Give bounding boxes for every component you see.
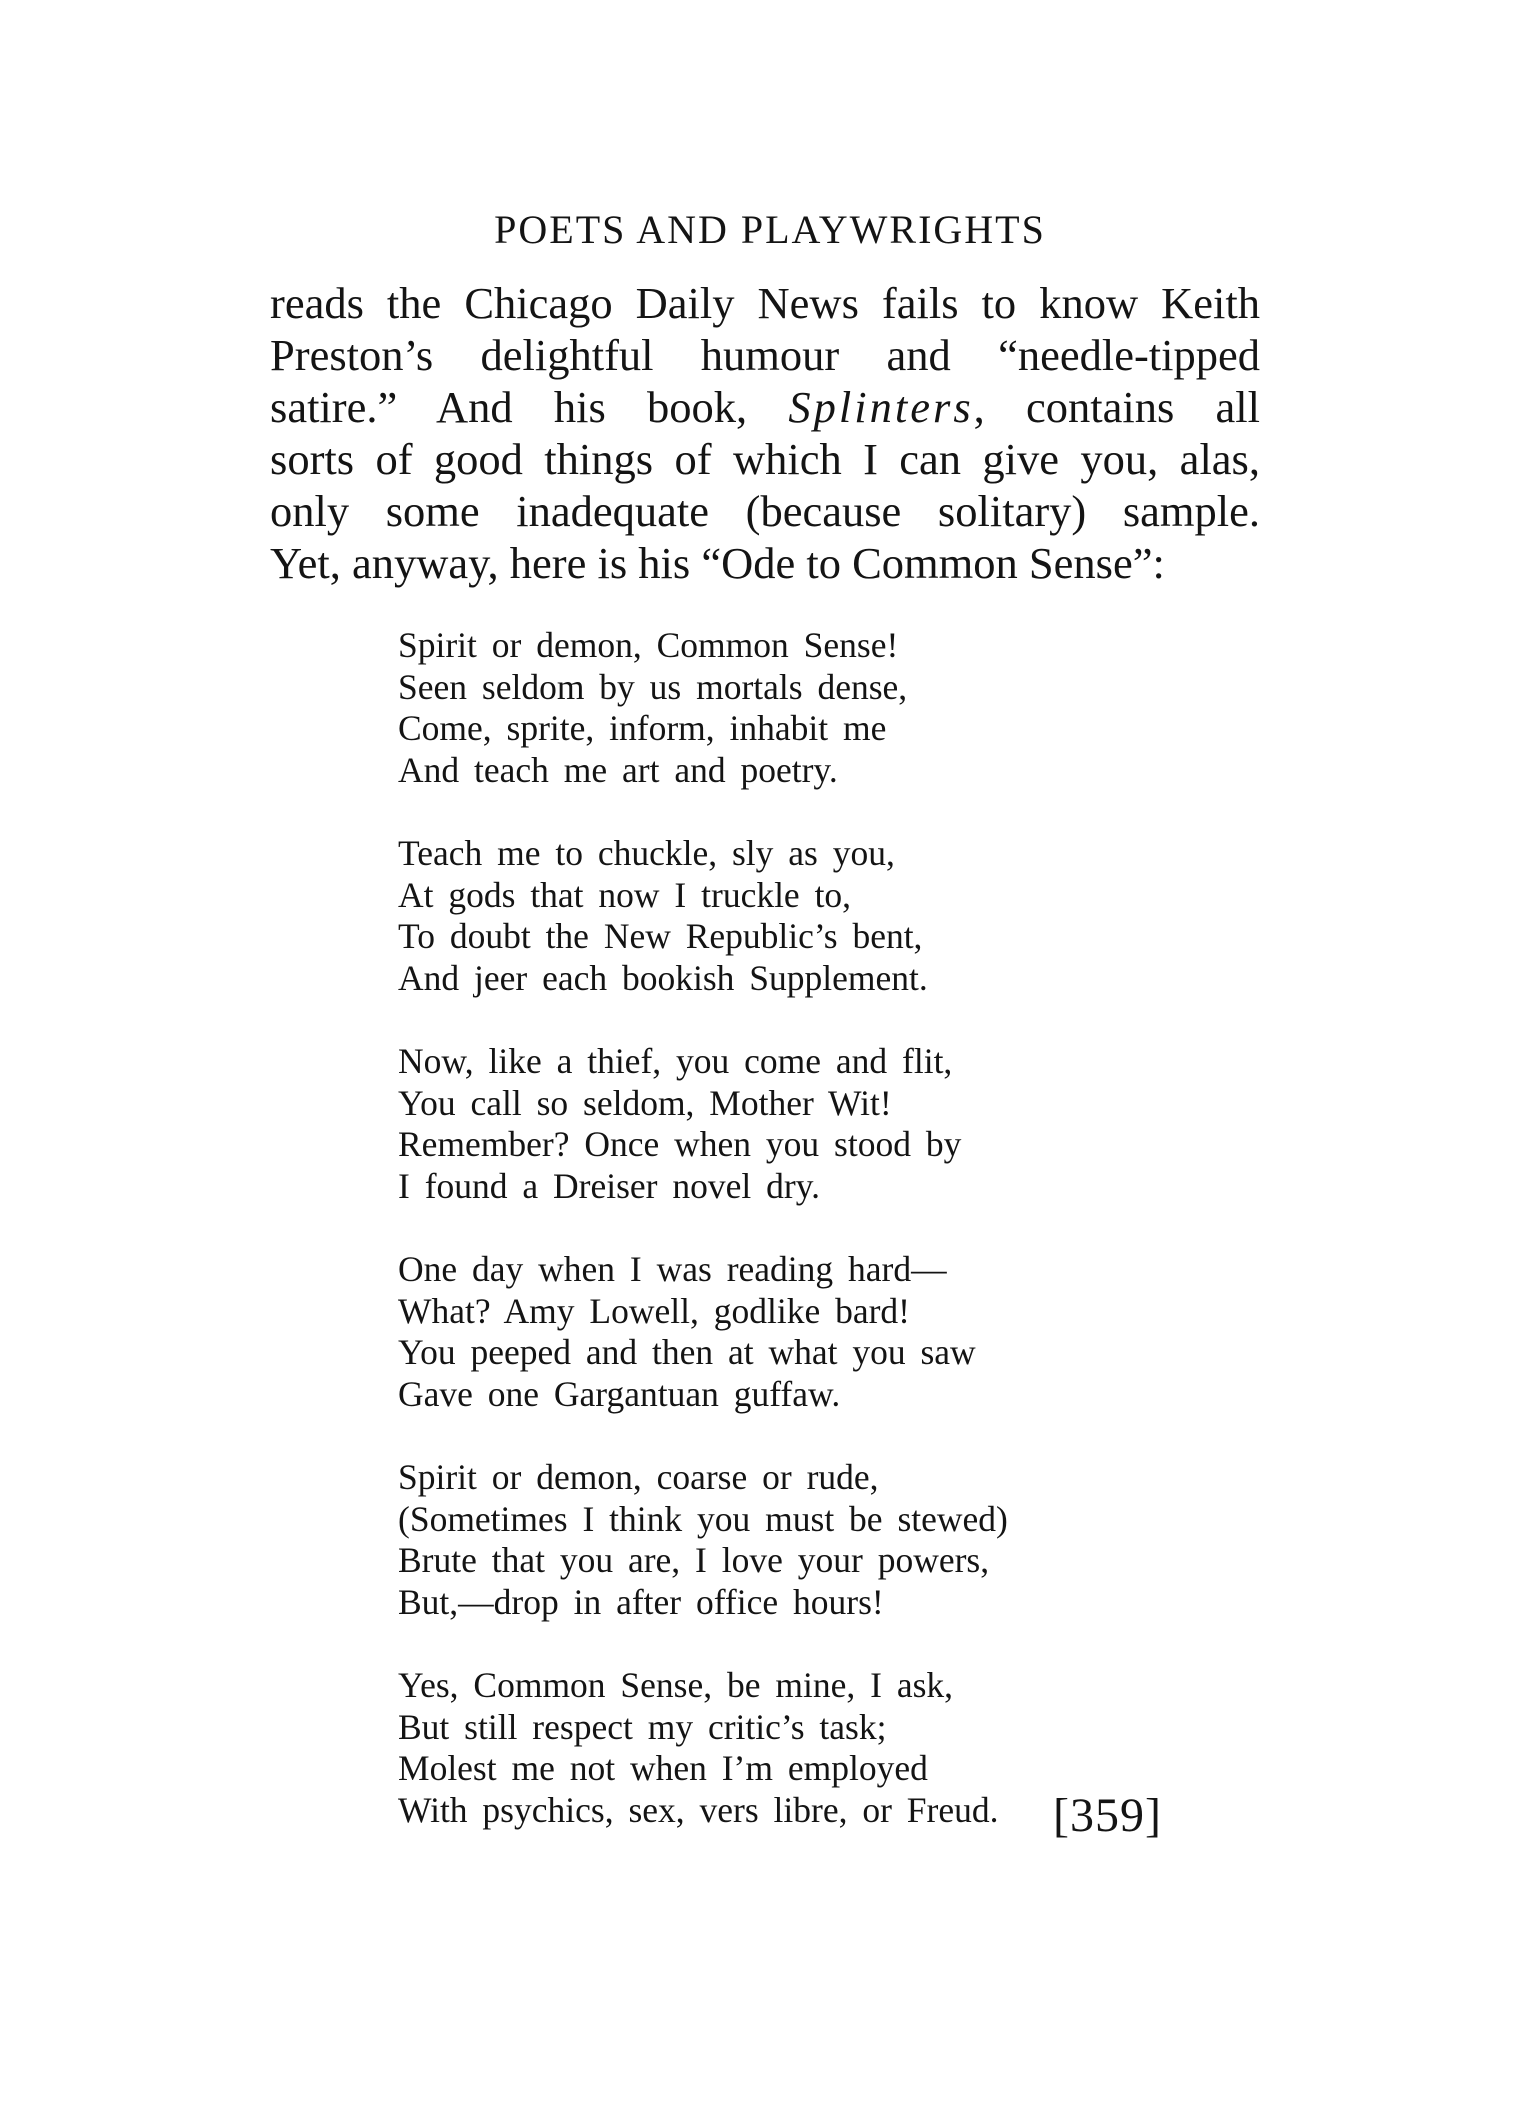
poem-line: At gods that now I truckle to, [398, 874, 852, 915]
prose-line: only some inadequate (because solitary) sample. [270, 486, 1260, 536]
prose-paragraph [270, 277, 1260, 589]
stanza [398, 1041, 1218, 1207]
prose-line: Yet, anyway, here is his “Ode to Common Sense”: [270, 538, 1165, 588]
running-head: POETS AND PLAYWRIGHTS [494, 207, 1046, 252]
prose-line: Preston’s delightful humour and “needle-tipped [270, 330, 1260, 380]
stanza [398, 625, 1218, 791]
prose-line: reads the Chicago Daily News fails to know Keith [270, 278, 1260, 328]
poem-line: With psychics, sex, vers libre, or Freud. [398, 1789, 999, 1830]
poem-line: Teach me to chuckle, sly as you, [398, 833, 895, 873]
poem-line: One day when I was reading hard— [398, 1249, 947, 1289]
prose-text: , contains all [973, 382, 1260, 432]
poem-line: Spirit or demon, Common Sense! [398, 625, 899, 665]
poem-line: What? Amy Lowell, godlike bard! [398, 1290, 910, 1331]
poem-ode-to-common-sense [398, 625, 1218, 1873]
stanza [398, 1457, 1218, 1623]
poem-line: But still respect my critic’s task; [398, 1706, 887, 1747]
poem-line: Yes, Common Sense, be mine, I ask, [398, 1665, 954, 1705]
poem-line: Brute that you are, I love your powers, [398, 1540, 990, 1580]
page-number: [359] [1053, 1789, 1162, 1842]
poem-line: (Sometimes I think you must be stewed) [398, 1498, 1008, 1539]
poem-line: Come, sprite, inform, inhabit me [398, 708, 887, 748]
poem-line: Seen seldom by us mortals dense, [398, 666, 908, 707]
prose-line: sorts of good things of which I can give you, alas, [270, 434, 1260, 484]
prose-text: satire.” And his book, [270, 382, 789, 432]
poem-line: But,—drop in after office hours! [398, 1581, 884, 1622]
poem-line: Gave one Gargantuan guffaw. [398, 1373, 841, 1414]
poem-line: Now, like a thief, you come and flit, [398, 1041, 953, 1081]
stanza [398, 833, 1218, 999]
poem-line: Spirit or demon, coarse or rude, [398, 1457, 879, 1497]
book-title-italic: Splinters [788, 382, 974, 432]
poem-line: You peeped and then at what you saw [398, 1332, 976, 1372]
poem-line: To doubt the New Republic’s bent, [398, 916, 923, 956]
poem-line: You call so seldom, Mother Wit! [398, 1082, 892, 1123]
poem-line: Remember? Once when you stood by [398, 1124, 962, 1164]
stanza [398, 1249, 1218, 1415]
poem-line: I found a Dreiser novel dry. [398, 1165, 821, 1206]
prose-line [270, 381, 1260, 433]
poem-line: And teach me art and poetry. [398, 749, 838, 790]
poem-line: And jeer each bookish Supplement. [398, 957, 928, 998]
poem-line: Molest me not when I’m employed [398, 1748, 928, 1788]
